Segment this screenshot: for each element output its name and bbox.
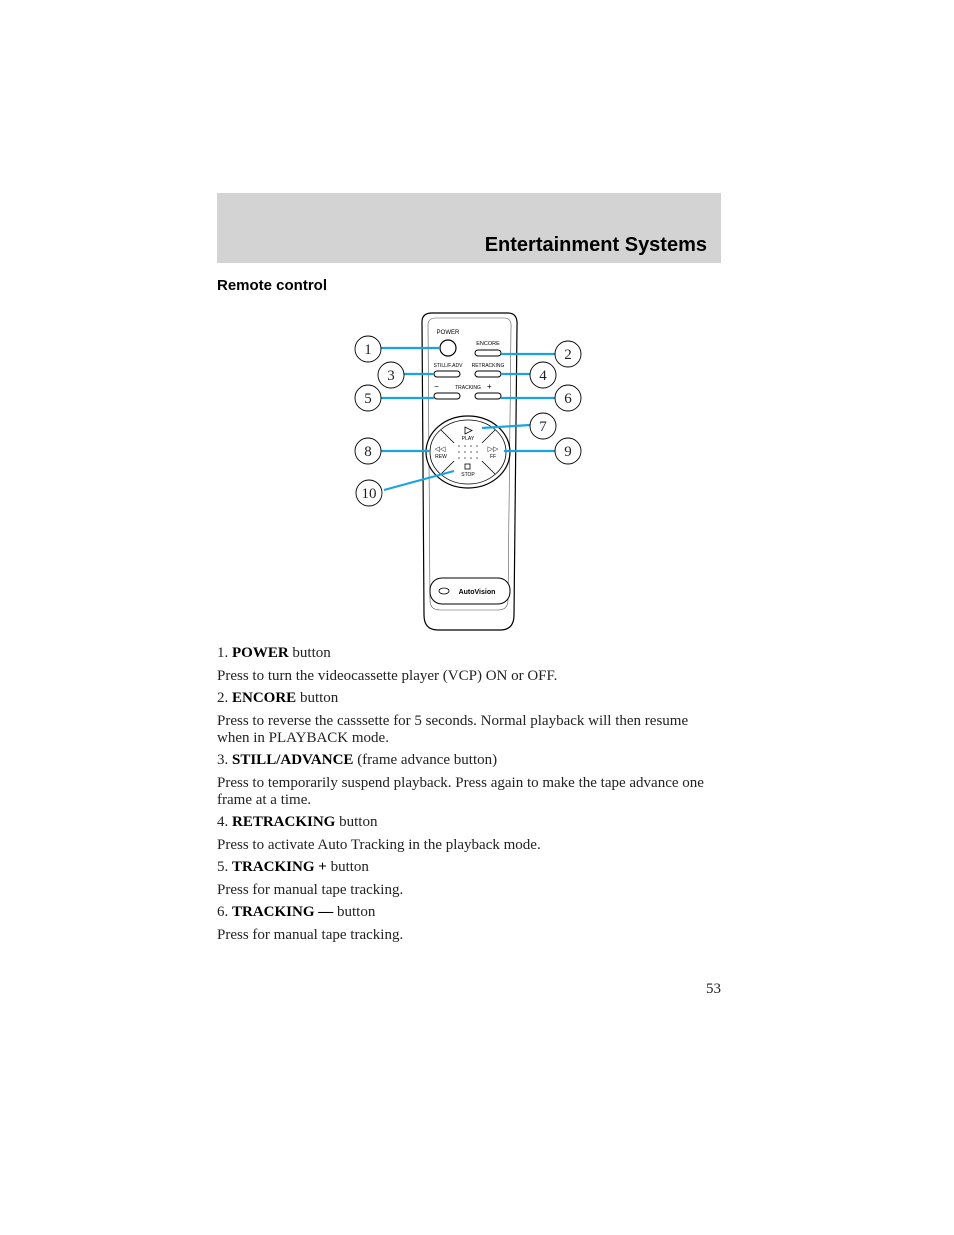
callout-7: 7 <box>539 419 547 435</box>
item-heading-3: 3. STILL/ADVANCE (frame advance button) <box>217 752 498 768</box>
stop-icon[interactable] <box>465 464 470 469</box>
section-header-band <box>217 193 721 263</box>
ff-icon[interactable]: ▷▷ <box>487 446 499 453</box>
still-adv-label: STILL/F.ADV <box>433 363 463 369</box>
item-heading-2: 2. ENCORE button <box>217 690 339 706</box>
callout-8: 8 <box>364 444 372 460</box>
tracking-plus-label: + <box>487 382 492 391</box>
tracking-minus-label: − <box>434 382 439 391</box>
item-desc-3: Press to temporarily suspend playback. Press again to make the tape advance one frame at a time. <box>217 774 704 808</box>
item-desc-5: Press for manual tape tracking. <box>217 881 404 898</box>
remote-control-figure <box>340 300 600 635</box>
ff-label: FF <box>489 454 497 460</box>
encore-button[interactable] <box>475 350 501 356</box>
item-desc-4: Press to activate Auto Tracking in the playback mode. <box>217 836 541 853</box>
rew-icon[interactable]: ◁◁ <box>434 446 446 453</box>
callout-6: 6 <box>564 391 572 407</box>
power-button[interactable] <box>440 340 456 356</box>
tracking-minus-button[interactable] <box>434 393 460 399</box>
callout-1: 1 <box>364 342 372 358</box>
still-advance-button[interactable] <box>434 371 460 377</box>
item-desc-6: Press for manual tape tracking. <box>217 926 404 943</box>
button-descriptions <box>217 645 721 949</box>
retracking-button[interactable] <box>475 371 501 377</box>
section-header-title: Entertainment Systems <box>484 234 707 256</box>
tracking-label: TRACKING <box>455 385 481 391</box>
item-heading-6: 6. TRACKING — button <box>217 904 376 920</box>
callout-2: 2 <box>564 347 572 363</box>
retracking-label: RETRACKING <box>471 363 505 369</box>
brand-label: AutoVision <box>458 589 496 596</box>
remote-control-diagram <box>340 300 600 635</box>
callout-5: 5 <box>364 391 372 407</box>
item-heading-5: 5. TRACKING + button <box>217 859 369 875</box>
power-label: POWER <box>436 330 460 336</box>
callout-10: 10 <box>361 486 377 502</box>
callout-9: 9 <box>564 444 572 460</box>
callout-3: 3 <box>387 368 395 384</box>
callout-4: 4 <box>539 368 547 384</box>
item-heading-1: 1. POWER button <box>217 645 331 661</box>
rew-label: REW <box>435 454 447 460</box>
page-number: 53 <box>706 981 721 997</box>
remote-control-heading: Remote control <box>217 277 328 294</box>
tracking-plus-button[interactable] <box>475 393 501 399</box>
item-heading-4: 4. RETRACKING button <box>217 814 378 830</box>
stop-label: STOP <box>461 472 475 478</box>
autovision-logo-icon <box>439 588 449 594</box>
play-label: PLAY <box>461 436 475 442</box>
encore-label: ENCORE <box>476 341 500 347</box>
item-desc-2: Press to reverse the casssette for 5 seconds. Normal playback will then resume when in PLAYBACK mode. <box>217 712 689 746</box>
item-desc-1: Press to turn the videocassette player (VCP) ON or OFF. <box>217 667 558 684</box>
